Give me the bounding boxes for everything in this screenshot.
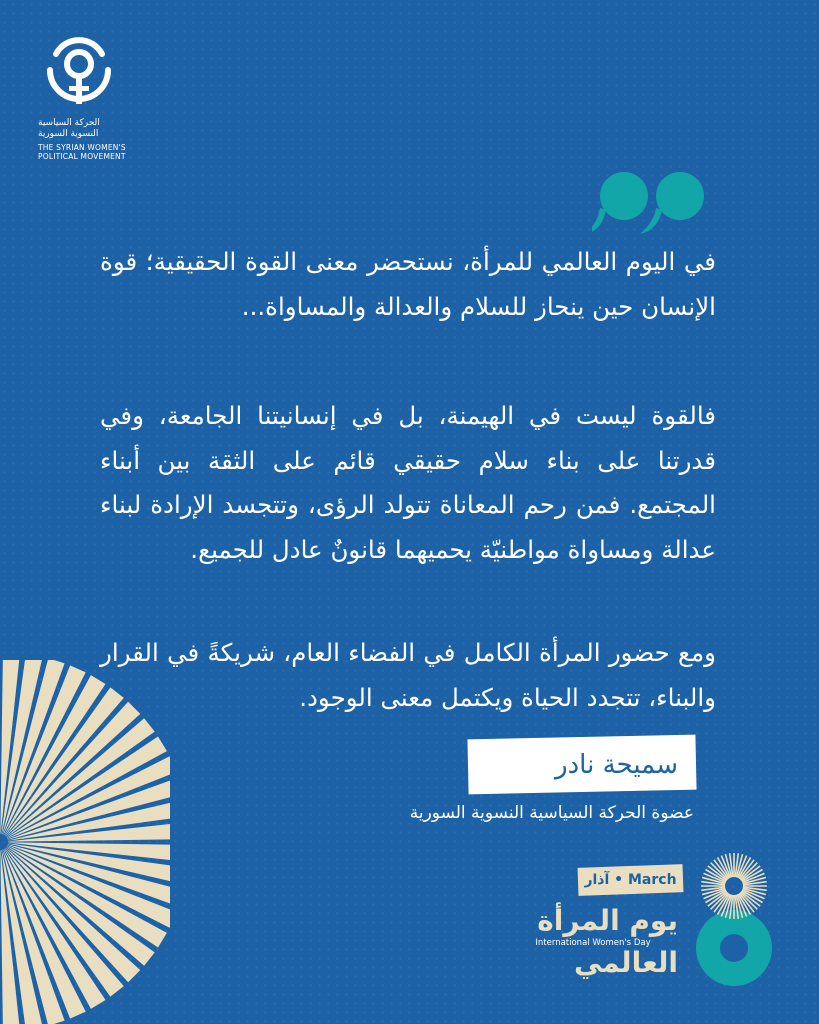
logo-english-name: THE SYRIAN WOMEN'S POLITICAL MOVEMENT: [38, 143, 126, 161]
quotation-mark-icon: [592, 170, 708, 236]
signature-role: عضوة الحركة السياسية النسوية السورية: [409, 803, 694, 823]
womens-day-english: International Women's Day: [535, 938, 651, 948]
quote-paragraph-3: ومع حضور المرأة الكامل في الفضاء العام، شريكةً في القرار والبناء، تتجدد الحياة ويكتمل معنى الوجود.: [100, 638, 716, 712]
logo-arabic-name: الحركة السياسية النسوية السورية: [38, 118, 100, 139]
signature-name: سميحة نادر: [555, 750, 678, 780]
logo: [38, 30, 138, 161]
womens-movement-logo-icon: [40, 30, 118, 110]
eight-icon: [690, 846, 780, 996]
month-label: آذار • March: [584, 872, 677, 888]
womens-day-arabic-line1: يوم المرأة: [537, 904, 678, 937]
quote-paragraph-2: فالقوة ليست في الهيمنة، بل في إنسانيتنا الجامعة، وفي قدرتنا على بناء سلام حقيقي قائم على الثقة بين أبناء المجتمع. فمن رحم المعاناة تتولد الرؤى، وتتجسد الإرادة لبناء عدالة ومساواة مواطنيّة يحميهما قانونٌ عادل للجميع.: [100, 401, 716, 564]
quote-paragraph-1: في اليوم العالمي للمرأة، نستحضر معنى القوة الحقيقية؛ قوة الإنسان حين ينحاز للسلام والعدالة والمساواة...: [100, 247, 716, 321]
sunburst-icon: [0, 660, 170, 1024]
womens-day-arabic-line2: العالمي: [573, 946, 678, 979]
